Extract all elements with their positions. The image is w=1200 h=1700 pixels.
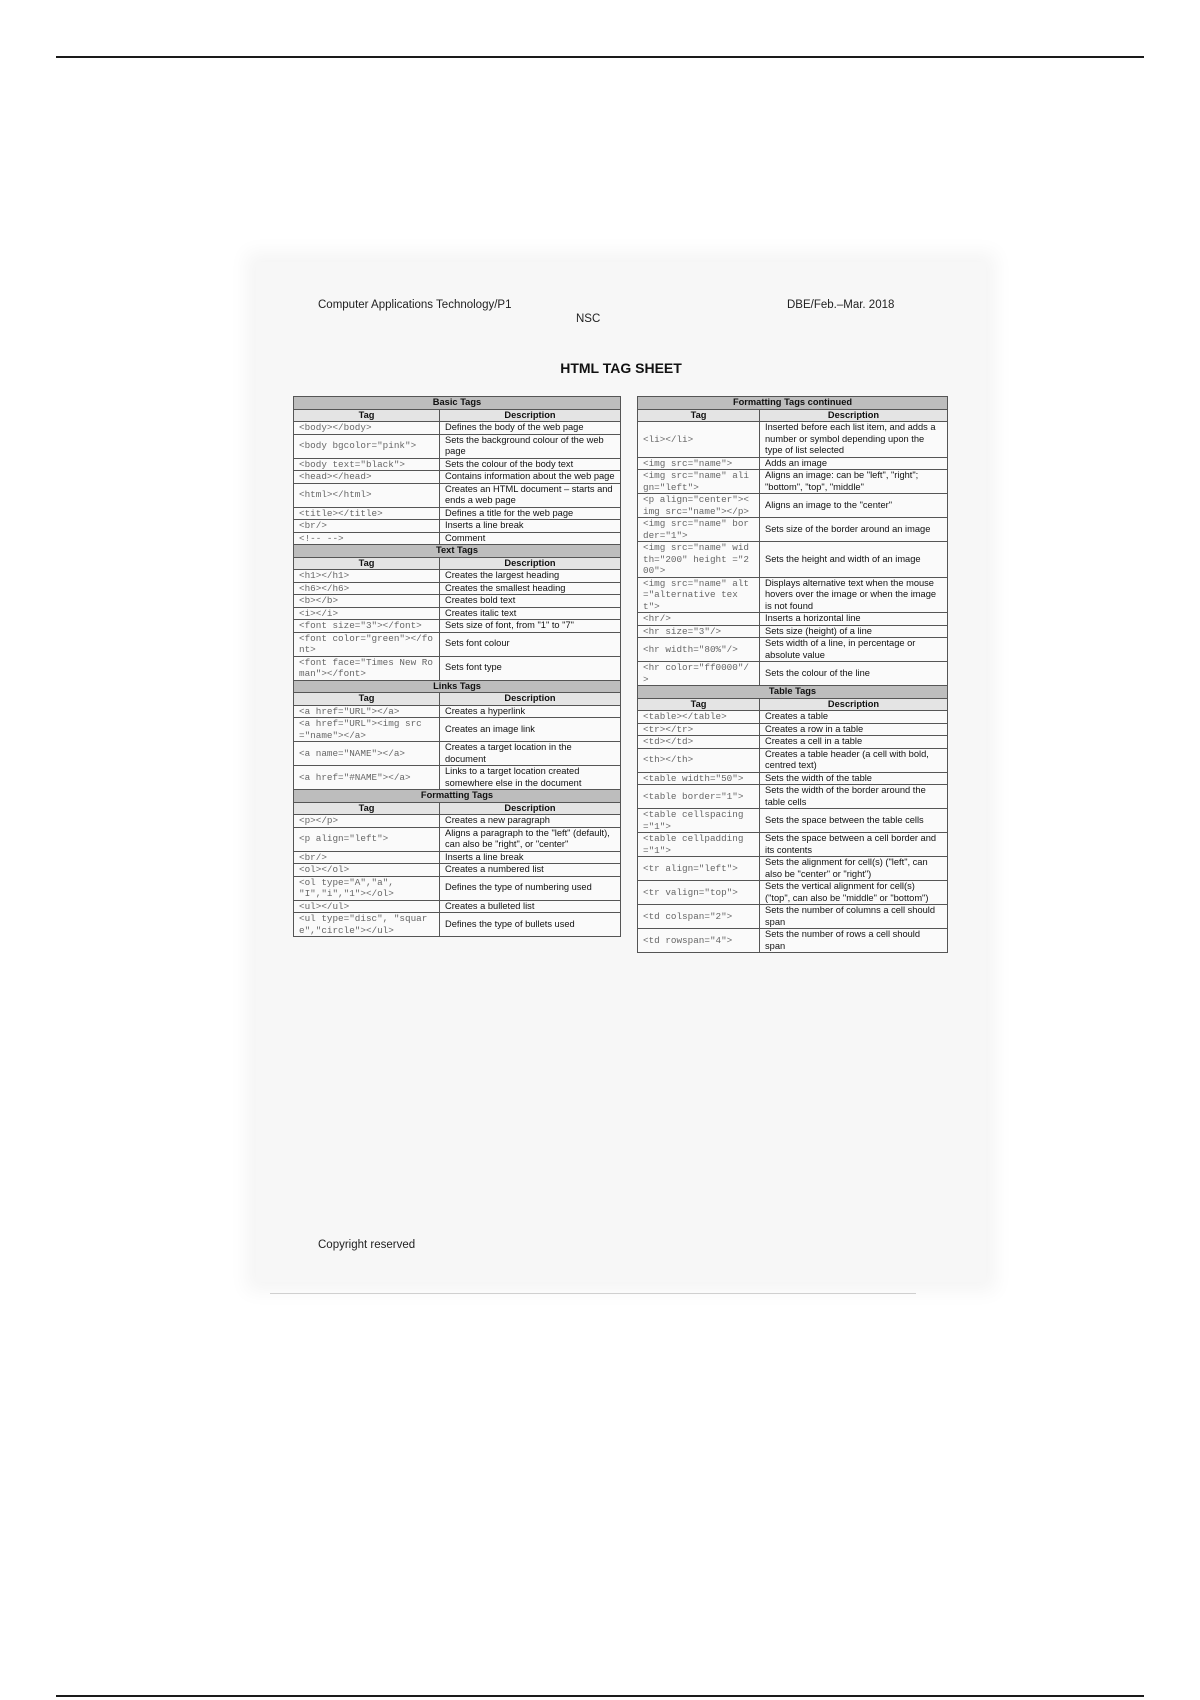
table-row bbox=[294, 458, 621, 471]
tag-cell: <a href="URL"><img src="name"></a> bbox=[294, 718, 440, 742]
tag-cell: <table></table> bbox=[638, 711, 760, 724]
description-cell: Creates an image link bbox=[440, 718, 621, 742]
column-header-description: Description bbox=[760, 409, 948, 422]
description-cell: Sets the width of the table bbox=[760, 772, 948, 785]
tag-cell: <p align="center"><img src="name"></p> bbox=[638, 494, 760, 518]
table-row bbox=[638, 662, 948, 686]
table-row bbox=[638, 577, 948, 613]
description-cell: Creates a hyperlink bbox=[440, 705, 621, 718]
table-row bbox=[294, 815, 621, 828]
table-row bbox=[638, 613, 948, 626]
tag-cell: <li></li> bbox=[638, 422, 760, 458]
table-row bbox=[638, 785, 948, 809]
description-cell: Sets the alignment for cell(s) ("left", can also be "center" or "right") bbox=[760, 857, 948, 881]
description-cell: Defines a title for the web page bbox=[440, 507, 621, 520]
tag-cell: <h6></h6> bbox=[294, 582, 440, 595]
tag-cell: <hr size="3"/> bbox=[638, 625, 760, 638]
description-cell: Creates a table bbox=[760, 711, 948, 724]
table-row bbox=[294, 827, 621, 851]
column-header-tag: Tag bbox=[294, 802, 440, 815]
description-cell: Creates a cell in a table bbox=[760, 736, 948, 749]
description-cell: Creates a bulleted list bbox=[440, 900, 621, 913]
table-row bbox=[638, 748, 948, 772]
table-row bbox=[294, 766, 621, 790]
description-cell: Aligns an image to the "center" bbox=[760, 494, 948, 518]
description-cell: Sets the colour of the body text bbox=[440, 458, 621, 471]
table-row bbox=[638, 638, 948, 662]
tag-cell: <table cellpadding="1"> bbox=[638, 833, 760, 857]
column-header-description: Description bbox=[440, 802, 621, 815]
table-row bbox=[294, 570, 621, 583]
table-row bbox=[638, 542, 948, 578]
column-header-tag: Tag bbox=[294, 693, 440, 706]
description-cell: Inserts a line break bbox=[440, 851, 621, 864]
table-row bbox=[294, 483, 621, 507]
description-cell: Aligns an image: can be "left", "right"; "bottom", "top", "middle" bbox=[760, 470, 948, 494]
tag-cell: <img src="name"> bbox=[638, 457, 760, 470]
top-rule bbox=[56, 56, 1144, 58]
column-header-row bbox=[638, 698, 948, 711]
description-cell: Creates the smallest heading bbox=[440, 582, 621, 595]
tag-cell: <hr width="80%"/> bbox=[638, 638, 760, 662]
tag-cell: <img src="name" width="200" height ="200"> bbox=[638, 542, 760, 578]
description-cell: Inserts a line break bbox=[440, 520, 621, 533]
description-cell: Sets the width of the border around the table cells bbox=[760, 785, 948, 809]
tag-cell: <br/> bbox=[294, 851, 440, 864]
tag-cell: <a href="URL"></a> bbox=[294, 705, 440, 718]
table-row bbox=[294, 900, 621, 913]
column-header-tag: Tag bbox=[638, 698, 760, 711]
table-row bbox=[638, 929, 948, 953]
header-subject: Computer Applications Technology/P1 bbox=[318, 299, 512, 311]
description-cell: Displays alternative text when the mouse hovers over the image or when the image is not found bbox=[760, 577, 948, 613]
tag-cell: <ol></ol> bbox=[294, 864, 440, 877]
table-row bbox=[638, 809, 948, 833]
tag-cell: <ul type="disc", "square","circle"></ul> bbox=[294, 913, 440, 937]
tag-cell: <body text="black"> bbox=[294, 458, 440, 471]
table-row bbox=[294, 705, 621, 718]
section-title-row bbox=[294, 790, 621, 803]
tag-cell: <h1></h1> bbox=[294, 570, 440, 583]
tag-cell: <img src="name" align="left"> bbox=[638, 470, 760, 494]
table-row bbox=[294, 851, 621, 864]
tag-cell: <font color="green"></font> bbox=[294, 632, 440, 656]
tag-cell: <i></i> bbox=[294, 607, 440, 620]
description-cell: Creates a table header (a cell with bold, centred text) bbox=[760, 748, 948, 772]
description-cell: Creates a new paragraph bbox=[440, 815, 621, 828]
section-title-row bbox=[294, 397, 621, 410]
tag-cell: <table width="50"> bbox=[638, 772, 760, 785]
table-row bbox=[294, 913, 621, 937]
description-cell: Inserted before each list item, and adds a number or symbol depending upon the type of list selected bbox=[760, 422, 948, 458]
description-cell: Defines the type of bullets used bbox=[440, 913, 621, 937]
description-cell: Creates italic text bbox=[440, 607, 621, 620]
description-cell: Creates bold text bbox=[440, 595, 621, 608]
column-header-row bbox=[294, 802, 621, 815]
section-title-row bbox=[294, 545, 621, 558]
table-row bbox=[294, 520, 621, 533]
column-header-description: Description bbox=[440, 409, 621, 422]
column-header-description: Description bbox=[440, 557, 621, 570]
header-date: DBE/Feb.–Mar. 2018 bbox=[787, 299, 895, 311]
tag-cell: <font face="Times New Roman"></font> bbox=[294, 656, 440, 680]
description-cell: Adds an image bbox=[760, 457, 948, 470]
table-row bbox=[294, 876, 621, 900]
description-cell: Sets the space between the table cells bbox=[760, 809, 948, 833]
description-cell: Sets the number of rows a cell should span bbox=[760, 929, 948, 953]
tag-cell: <tr align="left"> bbox=[638, 857, 760, 881]
section-title-row bbox=[294, 680, 621, 693]
section-title: Formatting Tags bbox=[294, 790, 621, 803]
tag-cell: <a name="NAME"></a> bbox=[294, 742, 440, 766]
tag-cell: <head></head> bbox=[294, 471, 440, 484]
description-cell: Sets font colour bbox=[440, 632, 621, 656]
column-header-row bbox=[294, 409, 621, 422]
column-header-tag: Tag bbox=[294, 557, 440, 570]
tag-cell: <ul></ul> bbox=[294, 900, 440, 913]
tag-cell: <hr/> bbox=[638, 613, 760, 626]
tag-cell: <!-- --> bbox=[294, 532, 440, 545]
table-row bbox=[638, 457, 948, 470]
description-cell: Sets the background colour of the web page bbox=[440, 434, 621, 458]
description-cell: Sets size of font, from "1" to "7" bbox=[440, 620, 621, 633]
description-cell: Sets the colour of the line bbox=[760, 662, 948, 686]
description-cell: Defines the type of numbering used bbox=[440, 876, 621, 900]
tag-cell: <tr></tr> bbox=[638, 723, 760, 736]
tag-cell: <img src="name" border="1"> bbox=[638, 518, 760, 542]
column-header-tag: Tag bbox=[294, 409, 440, 422]
table-row bbox=[294, 422, 621, 435]
tag-cell: <p align="left"> bbox=[294, 827, 440, 851]
description-cell: Comment bbox=[440, 532, 621, 545]
description-cell: Contains information about the web page bbox=[440, 471, 621, 484]
description-cell: Sets the number of columns a cell should span bbox=[760, 905, 948, 929]
tag-cell: <a href="#NAME"></a> bbox=[294, 766, 440, 790]
tag-cell: <tr valign="top"> bbox=[638, 881, 760, 905]
tag-cell: <table border="1"> bbox=[638, 785, 760, 809]
table-row bbox=[294, 434, 621, 458]
tag-cell: <br/> bbox=[294, 520, 440, 533]
description-cell: Creates a row in a table bbox=[760, 723, 948, 736]
section-title: Formatting Tags continued bbox=[638, 397, 948, 410]
description-cell: Sets width of a line, in percentage or absolute value bbox=[760, 638, 948, 662]
table-row bbox=[294, 595, 621, 608]
description-cell: Aligns a paragraph to the "left" (default), can also be "right", or "center" bbox=[440, 827, 621, 851]
table-row bbox=[638, 518, 948, 542]
column-header-row bbox=[294, 693, 621, 706]
description-cell: Creates a numbered list bbox=[440, 864, 621, 877]
description-cell: Sets the space between a cell border and its contents bbox=[760, 833, 948, 857]
description-cell: Creates a target location in the document bbox=[440, 742, 621, 766]
tag-cell: <ol type="A","a", "I","i","1"></ol> bbox=[294, 876, 440, 900]
table-row bbox=[294, 620, 621, 633]
table-row bbox=[638, 470, 948, 494]
tag-cell: <b></b> bbox=[294, 595, 440, 608]
description-cell: Sets the height and width of an image bbox=[760, 542, 948, 578]
tag-cell: <hr color="ff0000"/> bbox=[638, 662, 760, 686]
table-row bbox=[294, 532, 621, 545]
table-row bbox=[294, 471, 621, 484]
table-row bbox=[294, 507, 621, 520]
tag-cell: <p></p> bbox=[294, 815, 440, 828]
column-header-description: Description bbox=[760, 698, 948, 711]
table-row bbox=[638, 905, 948, 929]
table-row bbox=[638, 422, 948, 458]
description-cell: Sets the vertical alignment for cell(s) ("top", can also be "middle" or "bottom") bbox=[760, 881, 948, 905]
section-title: Links Tags bbox=[294, 680, 621, 693]
header-nsc: NSC bbox=[576, 313, 601, 325]
page-bottom-line bbox=[270, 1293, 916, 1294]
table-row bbox=[638, 723, 948, 736]
table-row bbox=[638, 736, 948, 749]
section-title: Text Tags bbox=[294, 545, 621, 558]
section-title: Table Tags bbox=[638, 686, 948, 699]
column-header-tag: Tag bbox=[638, 409, 760, 422]
right-tag-table bbox=[637, 396, 948, 953]
copyright-footer: Copyright reserved bbox=[318, 1239, 416, 1251]
tag-cell: <font size="3"></font> bbox=[294, 620, 440, 633]
description-cell: Inserts a horizontal line bbox=[760, 613, 948, 626]
table-row bbox=[294, 742, 621, 766]
section-title-row bbox=[638, 397, 948, 410]
tag-cell: <title></title> bbox=[294, 507, 440, 520]
tag-cell: <table cellspacing="1"> bbox=[638, 809, 760, 833]
column-header-description: Description bbox=[440, 693, 621, 706]
table-row bbox=[294, 656, 621, 680]
tag-cell: <body></body> bbox=[294, 422, 440, 435]
description-cell: Defines the body of the web page bbox=[440, 422, 621, 435]
table-row bbox=[638, 833, 948, 857]
table-row bbox=[638, 625, 948, 638]
table-row bbox=[294, 632, 621, 656]
table-row bbox=[638, 857, 948, 881]
table-row bbox=[638, 772, 948, 785]
description-cell: Links to a target location created somewhere else in the document bbox=[440, 766, 621, 790]
table-row bbox=[294, 582, 621, 595]
tag-cell: <td colspan="2"> bbox=[638, 905, 760, 929]
section-title: Basic Tags bbox=[294, 397, 621, 410]
description-cell: Creates an HTML document – starts and ends a web page bbox=[440, 483, 621, 507]
column-header-row bbox=[638, 409, 948, 422]
page-title: HTML TAG SHEET bbox=[560, 360, 682, 376]
bottom-rule bbox=[56, 1695, 1144, 1697]
column-header-row bbox=[294, 557, 621, 570]
table-row bbox=[294, 718, 621, 742]
left-tag-table bbox=[293, 396, 621, 937]
description-cell: Sets size of the border around an image bbox=[760, 518, 948, 542]
table-row bbox=[638, 711, 948, 724]
table-row bbox=[294, 607, 621, 620]
tag-cell: <img src="name" alt="alternative text"> bbox=[638, 577, 760, 613]
table-row bbox=[638, 494, 948, 518]
document-page bbox=[256, 262, 986, 1282]
description-cell: Sets size (height) of a line bbox=[760, 625, 948, 638]
section-title-row bbox=[638, 686, 948, 699]
description-cell: Creates the largest heading bbox=[440, 570, 621, 583]
description-cell: Sets font type bbox=[440, 656, 621, 680]
tag-cell: <html></html> bbox=[294, 483, 440, 507]
tag-cell: <th></th> bbox=[638, 748, 760, 772]
tag-cell: <td></td> bbox=[638, 736, 760, 749]
table-row bbox=[294, 864, 621, 877]
tag-cell: <td rowspan="4"> bbox=[638, 929, 760, 953]
tag-cell: <body bgcolor="pink"> bbox=[294, 434, 440, 458]
table-row bbox=[638, 881, 948, 905]
